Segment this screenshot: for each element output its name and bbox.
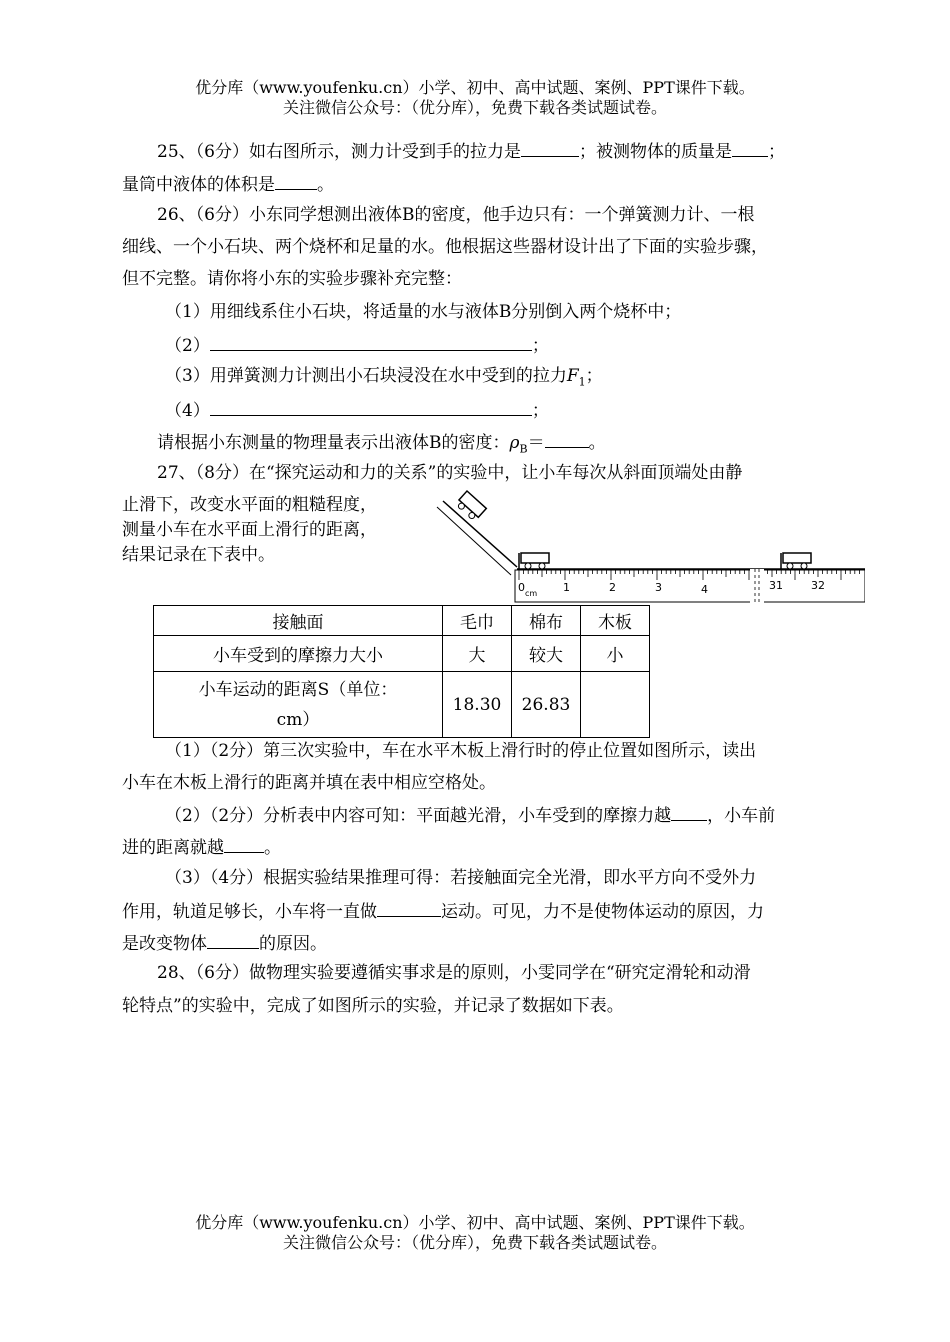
distance-cotton: 26.83: [512, 672, 581, 738]
q27-p2-text-d: 。: [264, 838, 281, 858]
q25-text-a: 25、（6分）如右图所示，测力计受到手的拉力是: [157, 142, 521, 162]
q27-p2-text-a: （2）（2分）分析表中内容可知：平面越光滑，小车受到的摩擦力越: [165, 806, 672, 826]
q25-blank-volume: [275, 171, 317, 190]
q26-step-4: [165, 397, 549, 423]
q26-step-3-F: F: [566, 366, 579, 386]
q26-line-8-end: 。: [588, 433, 606, 453]
q27-p3-blank-1: [377, 898, 441, 917]
q27-p3-text-c: 运动。可见，力不是使物体运动的原因，力: [441, 902, 764, 922]
header-line-2: 关注微信公众号：（优分库），免费下载各类试题试卷。: [282, 98, 667, 117]
q27-line-4: 结果记录在下表中。: [122, 545, 275, 565]
incline-car: [455, 491, 486, 522]
q26-step-2: [165, 332, 549, 358]
q25-text-d: 量筒中液体的体积是: [122, 175, 275, 195]
th-board: 木板: [581, 606, 650, 636]
q27-p3-line-1: （3）（4分）根据实验结果推理可得：若接触面完全光滑，即水平方向不受外力: [165, 868, 757, 888]
q27-p1-line-1: （1）（2分）第三次实验中，车在水平木板上滑行时的停止位置如图所示，读出: [165, 741, 757, 761]
q27-p2-blank-2: [224, 834, 264, 853]
ruler-label-0: 0: [518, 581, 525, 594]
friction-label: 小车受到的摩擦力大小: [154, 636, 443, 672]
q26-density-blank: [545, 429, 589, 448]
q26-rho: ρ: [509, 433, 520, 453]
q26-line-2: 细线、一个小石块、两个烧杯和足量的水。他根据这些器材设计出了下面的实验步骤，: [122, 237, 768, 257]
q27-p2-text-b: ，小车前: [707, 806, 776, 826]
q27-line-2: 止滑下，改变水平面的粗糙程度，: [122, 495, 377, 515]
distance-board: [581, 672, 650, 738]
table-row-friction: [154, 636, 650, 672]
q26-step-4-end: ；: [531, 401, 549, 421]
q27-p3-text-e: 的原因。: [259, 934, 327, 954]
q26-line-8-text: 请根据小东测量的物理量表示出液体B的密度：: [157, 433, 510, 453]
q27-p2-blank-1: [671, 802, 707, 821]
q26-step-2-end: ；: [531, 336, 549, 356]
q27-line-1: 27、（8分）在“探究运动和力的关系”的实验中，让小车每次从斜面顶端处由静: [157, 463, 743, 483]
q27-line-3: 测量小车在水平面上滑行的距离，: [122, 520, 377, 540]
q27-p2-text-c: 进的距离就越: [122, 838, 224, 858]
page-footer: [0, 1213, 950, 1253]
q27-p3-line-3: [122, 930, 327, 956]
q26-step-4-blank: [210, 397, 532, 416]
ruler-label-32: 32: [811, 579, 825, 592]
q25-line-1: [157, 138, 785, 164]
q27-p2-line-2: [122, 834, 281, 860]
q27-p3-line-2: [122, 898, 764, 924]
q25-blank-mass: [732, 138, 768, 157]
ruler-label-4: 4: [701, 583, 708, 596]
incline-ruler-diagram: [435, 483, 865, 605]
q26-step-2-blank: [210, 332, 532, 351]
ruler-break: [750, 569, 764, 603]
ruler-label-cm: cm: [525, 589, 538, 598]
q26-step-3-sub: 1: [578, 375, 586, 389]
q26-step-3-text: （3）用弹簧测力计测出小石块浸没在水中受到的拉力: [165, 366, 567, 386]
q26-step-3: [165, 364, 603, 394]
q27-p3-blank-2: [207, 930, 259, 949]
q28-line-2: 轮特点”的实验中，完成了如图所示的实验，并记录了数据如下表。: [122, 996, 624, 1016]
q26-step-4-label: （4）: [165, 401, 210, 421]
q25-text-e: 。: [317, 175, 334, 195]
q26-step-3-end: ；: [585, 366, 603, 386]
q27-p2-line-1: [165, 802, 775, 828]
ruler-label-1: 1: [563, 581, 570, 594]
q26-step-1: （1）用细线系住小石块，将适量的水与液体B分别倒入两个烧杯中；: [165, 302, 682, 322]
q25-text-b: ；被测物体的质量是: [578, 142, 732, 162]
q26-equals: ＝: [527, 433, 545, 453]
distance-label-a: 小车运动的距离S（单位：: [198, 679, 398, 700]
distance-label: [154, 672, 443, 738]
q27-p1-line-2: 小车在木板上滑行的距离并填在表中相应空格处。: [122, 773, 496, 793]
q27-p3-text-b: 作用，轨道足够长，小车将一直做: [122, 902, 377, 922]
table-row-distance: [154, 672, 650, 738]
ruler-label-3: 3: [655, 581, 662, 594]
results-table: [153, 605, 650, 738]
friction-towel: 大: [443, 636, 512, 672]
q26-step-2-label: （2）: [165, 336, 210, 356]
q25-line-2: [122, 171, 334, 197]
q28-line-1: 28、（6分）做物理实验要遵循实事求是的原则，小雯同学在“研究定滑轮和动滑: [157, 963, 751, 983]
ruler-label-31: 31: [769, 579, 783, 592]
table-row-header: [154, 606, 650, 636]
th-cotton: 棉布: [512, 606, 581, 636]
th-towel: 毛巾: [443, 606, 512, 636]
friction-cotton: 较大: [512, 636, 581, 672]
q26-line-8: [157, 429, 606, 461]
q26-rho-sub: B: [519, 442, 528, 456]
q27-p3-text-d: 是改变物体: [122, 934, 207, 954]
ruler-label-2: 2: [609, 581, 616, 594]
q26-line-3: 但不完整。请你将小东的实验步骤补充完整：: [122, 269, 462, 289]
footer-line-1: 优分库（www.youfenku.cn）小学、初中、高中试题、案例、PPT课件下载。: [195, 1213, 755, 1232]
friction-board: 小: [581, 636, 650, 672]
th-surface: 接触面: [154, 606, 443, 636]
car-start: [519, 553, 549, 569]
page-header: [0, 78, 950, 118]
q25-blank-force: [521, 138, 579, 157]
distance-label-b: cm）: [276, 709, 320, 730]
q25-text-c: ；: [767, 142, 785, 162]
q26-line-1: 26、（6分）小东同学想测出液体B的密度，他手边只有：一个弹簧测力计、一根: [157, 205, 755, 225]
header-line-1: 优分库（www.youfenku.cn）小学、初中、高中试题、案例、PPT课件下载。: [195, 78, 755, 97]
footer-line-2: 关注微信公众号：（优分库），免费下载各类试题试卷。: [282, 1233, 667, 1252]
car-stop: [781, 553, 811, 569]
distance-towel: 18.30: [443, 672, 512, 738]
